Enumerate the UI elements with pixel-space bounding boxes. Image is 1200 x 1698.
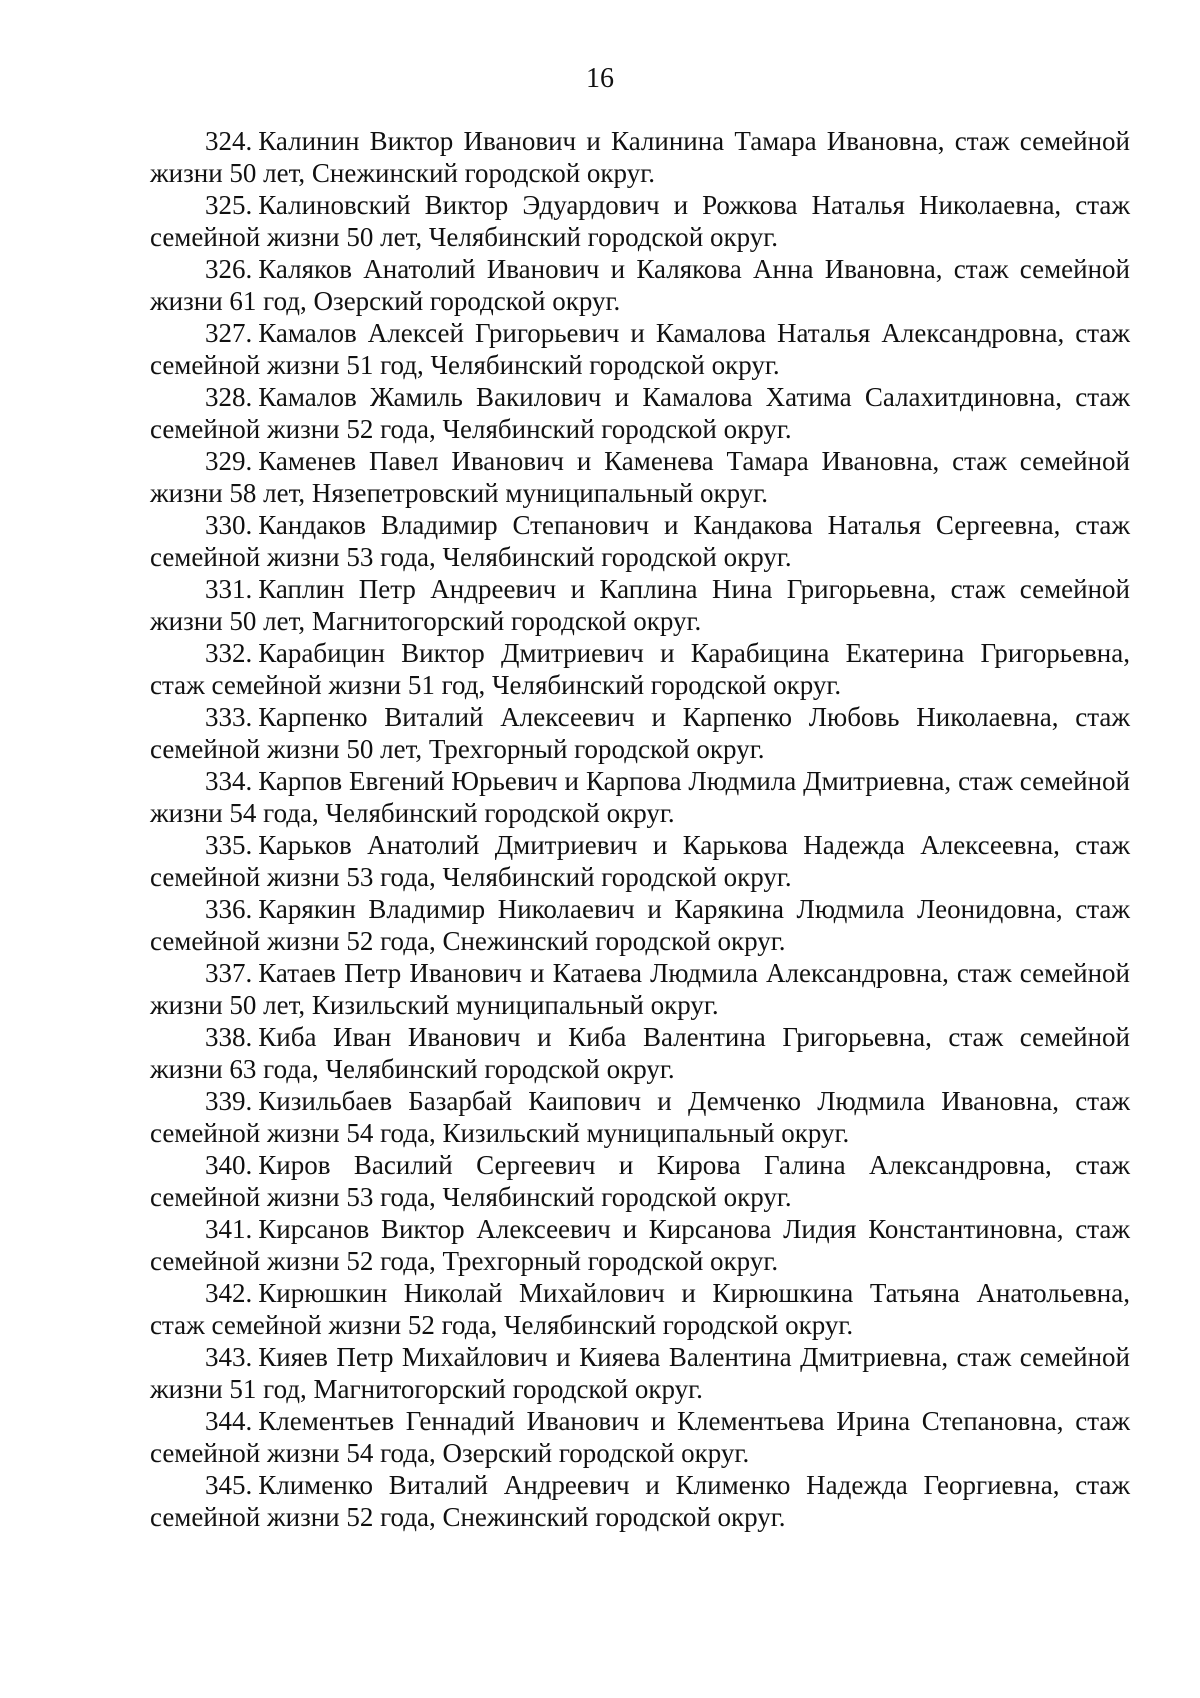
list-item bbox=[150, 317, 1130, 381]
entry-text: Кияев Петр Михайлович и Кияева Валентина Дмитриевна, стаж семейной жизни 51 год, Магнитогорский городской округ. bbox=[150, 1342, 1130, 1404]
entry-text: Калиновский Виктор Эдуардович и Рожкова Наталья Николаевна, стаж семейной жизни 50 лет, Челябинский городской округ. bbox=[150, 190, 1130, 252]
entry-number: 338. bbox=[205, 1022, 253, 1052]
entry-text: Карпенко Виталий Алексеевич и Карпенко Любовь Николаевна, стаж семейной жизни 50 лет, Трехгорный городской округ. bbox=[150, 702, 1130, 764]
entry-number: 342. bbox=[205, 1278, 253, 1308]
list-item bbox=[150, 381, 1130, 445]
list-item bbox=[150, 893, 1130, 957]
list-item bbox=[150, 829, 1130, 893]
entry-text: Калинин Виктор Иванович и Калинина Тамара Ивановна, стаж семейной жизни 50 лет, Снежинский городской округ. bbox=[150, 126, 1130, 188]
list-item bbox=[150, 1469, 1130, 1533]
entry-text: Карьков Анатолий Дмитриевич и Карькова Надежда Алексеевна, стаж семейной жизни 53 года, Челябинский городской округ. bbox=[150, 830, 1130, 892]
list-item bbox=[150, 253, 1130, 317]
entry-text: Каменев Павел Иванович и Каменева Тамара Ивановна, стаж семейной жизни 58 лет, Нязепетровский муниципальный округ. bbox=[150, 446, 1130, 508]
list-item bbox=[150, 573, 1130, 637]
entry-text: Камалов Жамиль Вакилович и Камалова Хатима Салахитдиновна, стаж семейной жизни 52 года, Челябинский городской округ. bbox=[150, 382, 1130, 444]
entry-number: 341. bbox=[205, 1214, 253, 1244]
entry-text: Киба Иван Иванович и Киба Валентина Григорьевна, стаж семейной жизни 63 года, Челябинский городской округ. bbox=[150, 1022, 1130, 1084]
entry-text: Клементьев Геннадий Иванович и Клементьева Ирина Степановна, стаж семейной жизни 54 года, Озерский городской округ. bbox=[150, 1406, 1130, 1468]
entry-text: Кирсанов Виктор Алексеевич и Кирсанова Лидия Константиновна, стаж семейной жизни 52 года, Трехгорный городской округ. bbox=[150, 1214, 1130, 1276]
entry-number: 343. bbox=[205, 1342, 253, 1372]
list-item bbox=[150, 1277, 1130, 1341]
entry-number: 324. bbox=[205, 126, 253, 156]
entry-text: Киров Василий Сергеевич и Кирова Галина Александровна, стаж семейной жизни 53 года, Челябинский городской округ. bbox=[150, 1150, 1130, 1212]
entry-number: 340. bbox=[205, 1150, 253, 1180]
entry-number: 333. bbox=[205, 702, 253, 732]
entry-number: 336. bbox=[205, 894, 253, 924]
entry-number: 325. bbox=[205, 190, 253, 220]
list-item bbox=[150, 957, 1130, 1021]
entry-text: Карякин Владимир Николаевич и Карякина Людмила Леонидовна, стаж семейной жизни 52 года, Снежинский городской округ. bbox=[150, 894, 1130, 956]
entry-text: Катаев Петр Иванович и Катаева Людмила Александровна, стаж семейной жизни 50 лет, Кизильский муниципальный округ. bbox=[150, 958, 1130, 1020]
entry-number: 345. bbox=[205, 1470, 253, 1500]
entry-list bbox=[150, 125, 1130, 1533]
list-item bbox=[150, 1213, 1130, 1277]
list-item bbox=[150, 1149, 1130, 1213]
entry-number: 337. bbox=[205, 958, 253, 988]
entry-number: 327. bbox=[205, 318, 253, 348]
entry-text: Карабицин Виктор Дмитриевич и Карабицина Екатерина Григорьевна, стаж семейной жизни 51 год, Челябинский городской округ. bbox=[150, 638, 1130, 700]
entry-number: 329. bbox=[205, 446, 253, 476]
entry-number: 326. bbox=[205, 254, 253, 284]
entry-text: Камалов Алексей Григорьевич и Камалова Наталья Александровна, стаж семейной жизни 51 год, Челябинский городской округ. bbox=[150, 318, 1130, 380]
entry-number: 330. bbox=[205, 510, 253, 540]
entry-text: Кандаков Владимир Степанович и Кандакова Наталья Сергеевна, стаж семейной жизни 53 года, Челябинский городской округ. bbox=[150, 510, 1130, 572]
entry-text: Кирюшкин Николай Михайлович и Кирюшкина Татьяна Анатольевна, стаж семейной жизни 52 года, Челябинский городской округ. bbox=[150, 1278, 1130, 1340]
list-item bbox=[150, 125, 1130, 189]
list-item bbox=[150, 1085, 1130, 1149]
entry-text: Каляков Анатолий Иванович и Калякова Анна Ивановна, стаж семейной жизни 61 год, Озерский городской округ. bbox=[150, 254, 1130, 316]
list-item bbox=[150, 765, 1130, 829]
list-item bbox=[150, 1405, 1130, 1469]
list-item bbox=[150, 1341, 1130, 1405]
list-item bbox=[150, 509, 1130, 573]
entry-number: 339. bbox=[205, 1086, 253, 1116]
list-item bbox=[150, 189, 1130, 253]
entry-number: 332. bbox=[205, 638, 253, 668]
entry-number: 335. bbox=[205, 830, 253, 860]
entry-text: Карпов Евгений Юрьевич и Карпова Людмила Дмитриевна, стаж семейной жизни 54 года, Челябинский городской округ. bbox=[150, 766, 1130, 828]
entry-number: 334. bbox=[205, 766, 253, 796]
list-item bbox=[150, 701, 1130, 765]
entry-text: Кизильбаев Базарбай Каипович и Демченко Людмила Ивановна, стаж семейной жизни 54 года, Кизильский муниципальный округ. bbox=[150, 1086, 1130, 1148]
entry-number: 331. bbox=[205, 574, 253, 604]
entry-text: Каплин Петр Андреевич и Каплина Нина Григорьевна, стаж семейной жизни 50 лет, Магнитогорский городской округ. bbox=[150, 574, 1130, 636]
list-item bbox=[150, 1021, 1130, 1085]
list-item bbox=[150, 637, 1130, 701]
entry-number: 328. bbox=[205, 382, 253, 412]
page-number: 16 bbox=[586, 63, 614, 94]
list-item bbox=[150, 445, 1130, 509]
entry-text: Клименко Виталий Андреевич и Клименко Надежда Георгиевна, стаж семейной жизни 52 года, Снежинский городской округ. bbox=[150, 1470, 1130, 1532]
entry-number: 344. bbox=[205, 1406, 253, 1436]
